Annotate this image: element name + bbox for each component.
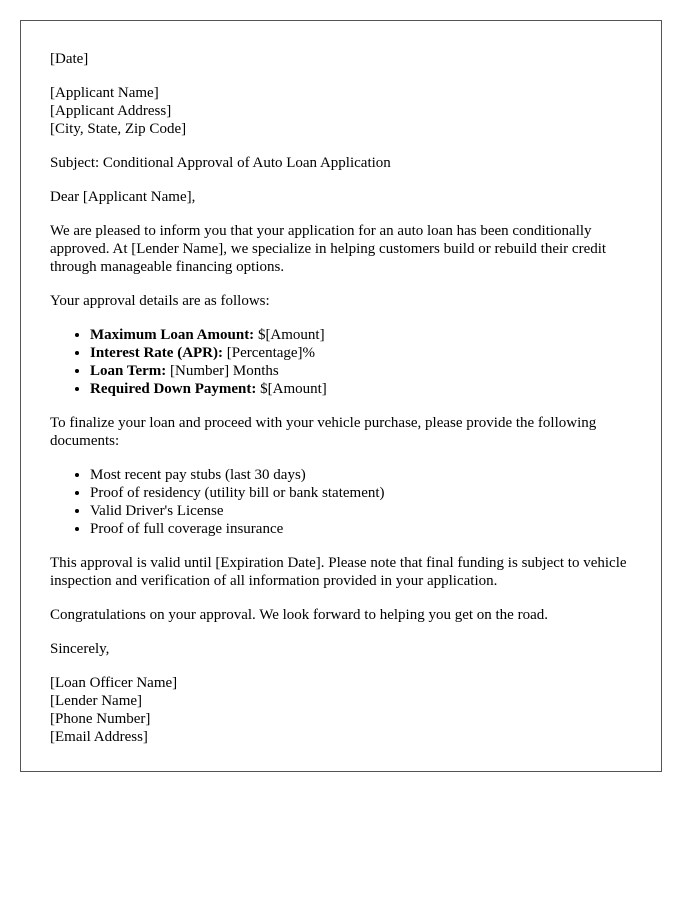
letter-subject: Subject: Conditional Approval of Auto Loan Application: [50, 155, 391, 171]
document-item: • Most recent pay stubs (last 30 days): [90, 466, 632, 484]
approval-detail-item: [90, 326, 632, 344]
recipient-address: [Applicant Address]: [50, 103, 172, 119]
approval-detail-value: [Percentage]%: [223, 345, 316, 361]
signature-phone: [Phone Number]: [50, 711, 151, 727]
signature-block: [50, 674, 632, 746]
document-item: • Proof of full coverage insurance: [90, 520, 632, 538]
recipient-city-state-zip: [City, State, Zip Code]: [50, 121, 187, 137]
letter-document: [20, 20, 662, 772]
valediction: Sincerely,: [50, 641, 110, 657]
recipient-address-block: [50, 84, 632, 138]
approval-detail-label: Required Down Payment:: [90, 381, 257, 397]
approval-detail-label: Interest Rate (APR):: [90, 345, 224, 361]
approval-detail-item: [90, 362, 632, 380]
approval-detail-item: [90, 380, 632, 398]
closing-paragraph: Congratulations on your approval. We look forward to helping you get on the road.: [50, 607, 548, 623]
document-item: • Proof of residency (utility bill or bank statement): [90, 484, 632, 502]
signature-lender-name: [Lender Name]: [50, 693, 143, 709]
intro-paragraph: We are pleased to inform you that your application for an auto loan has been conditionally approved. At [Lender Name], we specialize in helping customers build or rebuild their credit through manageable financing options.: [50, 223, 607, 275]
approval-detail-label: Maximum Loan Amount:: [90, 327, 255, 343]
letter-salutation: Dear [Applicant Name],: [50, 189, 196, 205]
approval-detail-value: $[Amount]: [256, 381, 327, 397]
document-item: • Valid Driver's License: [90, 502, 632, 520]
details-intro: Your approval details are as follows:: [50, 293, 270, 309]
signature-email: [Email Address]: [50, 729, 148, 745]
signature-officer-name: [Loan Officer Name]: [50, 675, 178, 691]
approval-details-list: [50, 326, 632, 398]
approval-detail-value: [Number] Months: [166, 363, 279, 379]
documents-intro: To finalize your loan and proceed with your vehicle purchase, please provide the following documents:: [50, 415, 597, 449]
required-documents-list: [50, 466, 632, 538]
approval-detail-value: $[Amount]: [254, 327, 325, 343]
validity-paragraph: This approval is valid until [Expiration Date]. Please note that final funding is subject to vehicle inspection and verification of all information provided in your application.: [50, 555, 627, 589]
recipient-name: [Applicant Name]: [50, 85, 159, 101]
letter-date: [Date]: [50, 51, 89, 67]
approval-detail-label: Loan Term:: [90, 363, 167, 379]
approval-detail-item: [90, 344, 632, 362]
